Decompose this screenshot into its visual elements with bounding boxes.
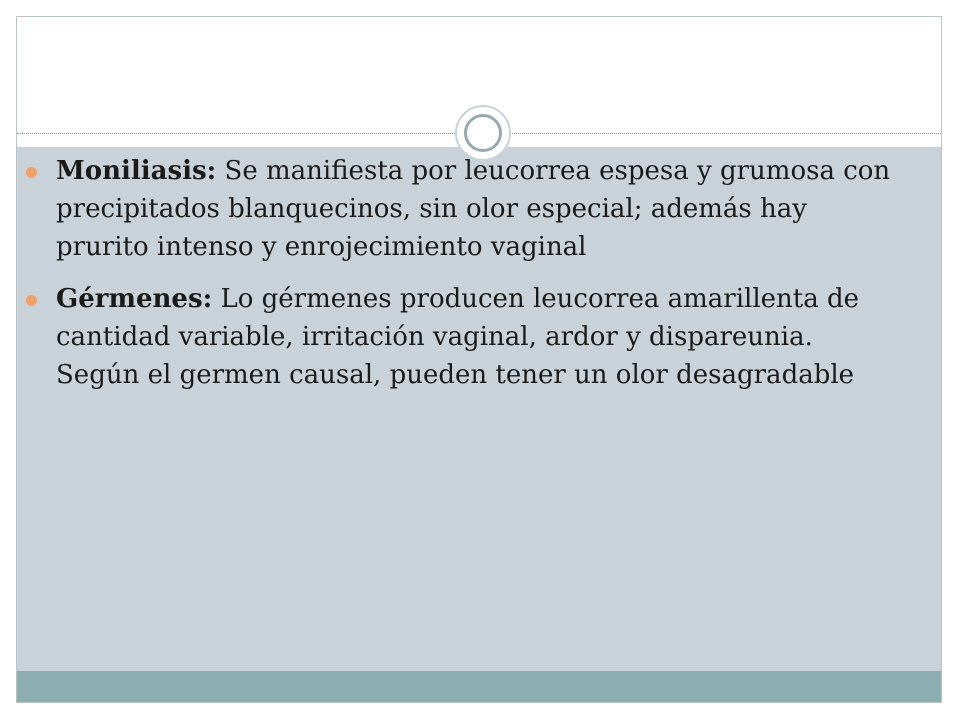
list-item xyxy=(24,280,904,394)
bullet-dot-icon xyxy=(26,167,37,178)
circle-ornament-ring xyxy=(464,114,502,152)
bullet-text: Se manifiesta por leucorrea espesa y grumosa con precipitados blanquecinos, sin olor especial; además hay prurito intenso y enrojecimiento vaginal xyxy=(56,156,891,262)
bullet-dot-icon xyxy=(26,295,37,306)
bullet-list xyxy=(24,152,904,408)
bullet-text: Lo gérmenes producen leucorrea amarillenta de cantidad variable, irritación vaginal, ardor y dispareunia. Según el germen causal, pueden tener un olor desagradable xyxy=(56,284,860,390)
footer-band xyxy=(17,671,941,703)
bullet-term: Moniliasis: xyxy=(56,156,217,186)
list-item xyxy=(24,152,904,266)
bullet-term: Gérmenes: xyxy=(56,284,213,314)
